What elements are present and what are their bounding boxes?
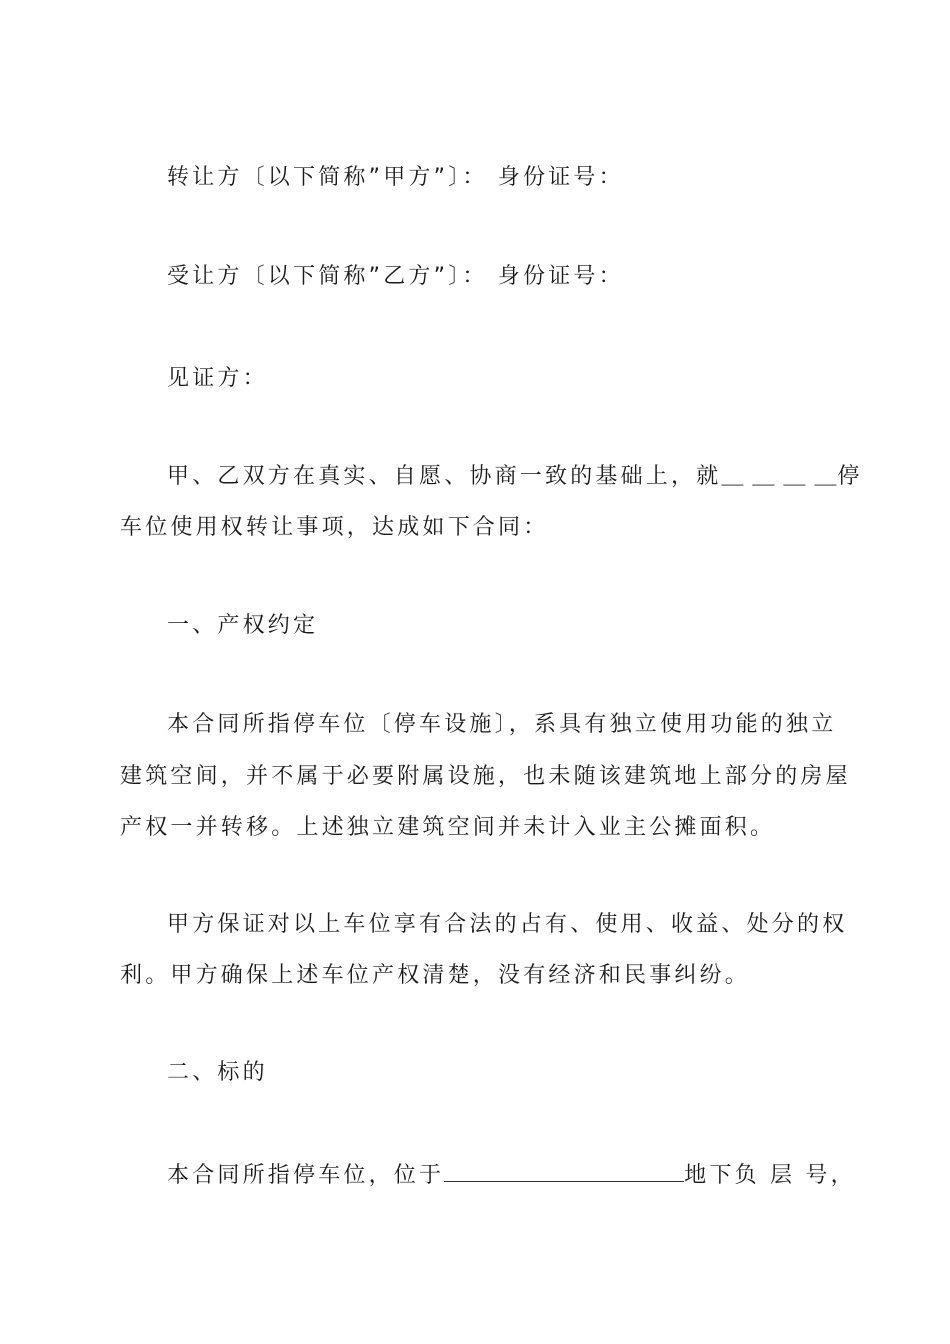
section-1-title: 一、产权约定 [167,613,319,638]
location-end: 地下负 层 号， [684,1163,856,1188]
intro-end: 停 [837,464,863,489]
location-blank [444,1159,684,1182]
section-2-paragraph-1 [167,1159,856,1190]
intro-line-2: 车位使用权转让事项，达成如下合同： [120,515,549,540]
section-1-paragraph-1-line-1: 本合同所指停车位〔停车设施〕，系具有独立使用功能的独立 [167,712,837,737]
intro-text: 甲、乙双方在真实、自愿、协商一致的基础上，就 [167,464,722,489]
location-text: 本合同所指停车位，位于 [167,1163,445,1188]
section-1-paragraph-2-line-2: 利。甲方确保上述车位产权清楚，没有经济和民事纠纷。 [120,963,751,988]
transferee-line: 受让方〔以下简称”乙方”〕： 身份证号： [167,264,624,289]
witness-line: 见证方： [167,366,268,391]
intro-blank: ＿ ＿ ＿ ＿ [721,464,838,489]
section-1-paragraph-1-line-3: 产权一并转移。上述独立建筑空间并未计入业主公摊面积。 [120,815,776,840]
section-1-paragraph-2-line-1: 甲方保证对以上车位享有合法的占有、使用、收益、处分的权 [167,912,848,937]
transferor-line: 转让方〔以下简称”甲方”〕： 身份证号： [167,165,624,190]
section-2-title: 二、标的 [167,1060,268,1085]
section-1-paragraph-1-line-2: 建筑空间，并不属于必要附属设施，也未随该建筑地上部分的房屋 [120,764,851,789]
intro-line-1 [167,463,863,491]
